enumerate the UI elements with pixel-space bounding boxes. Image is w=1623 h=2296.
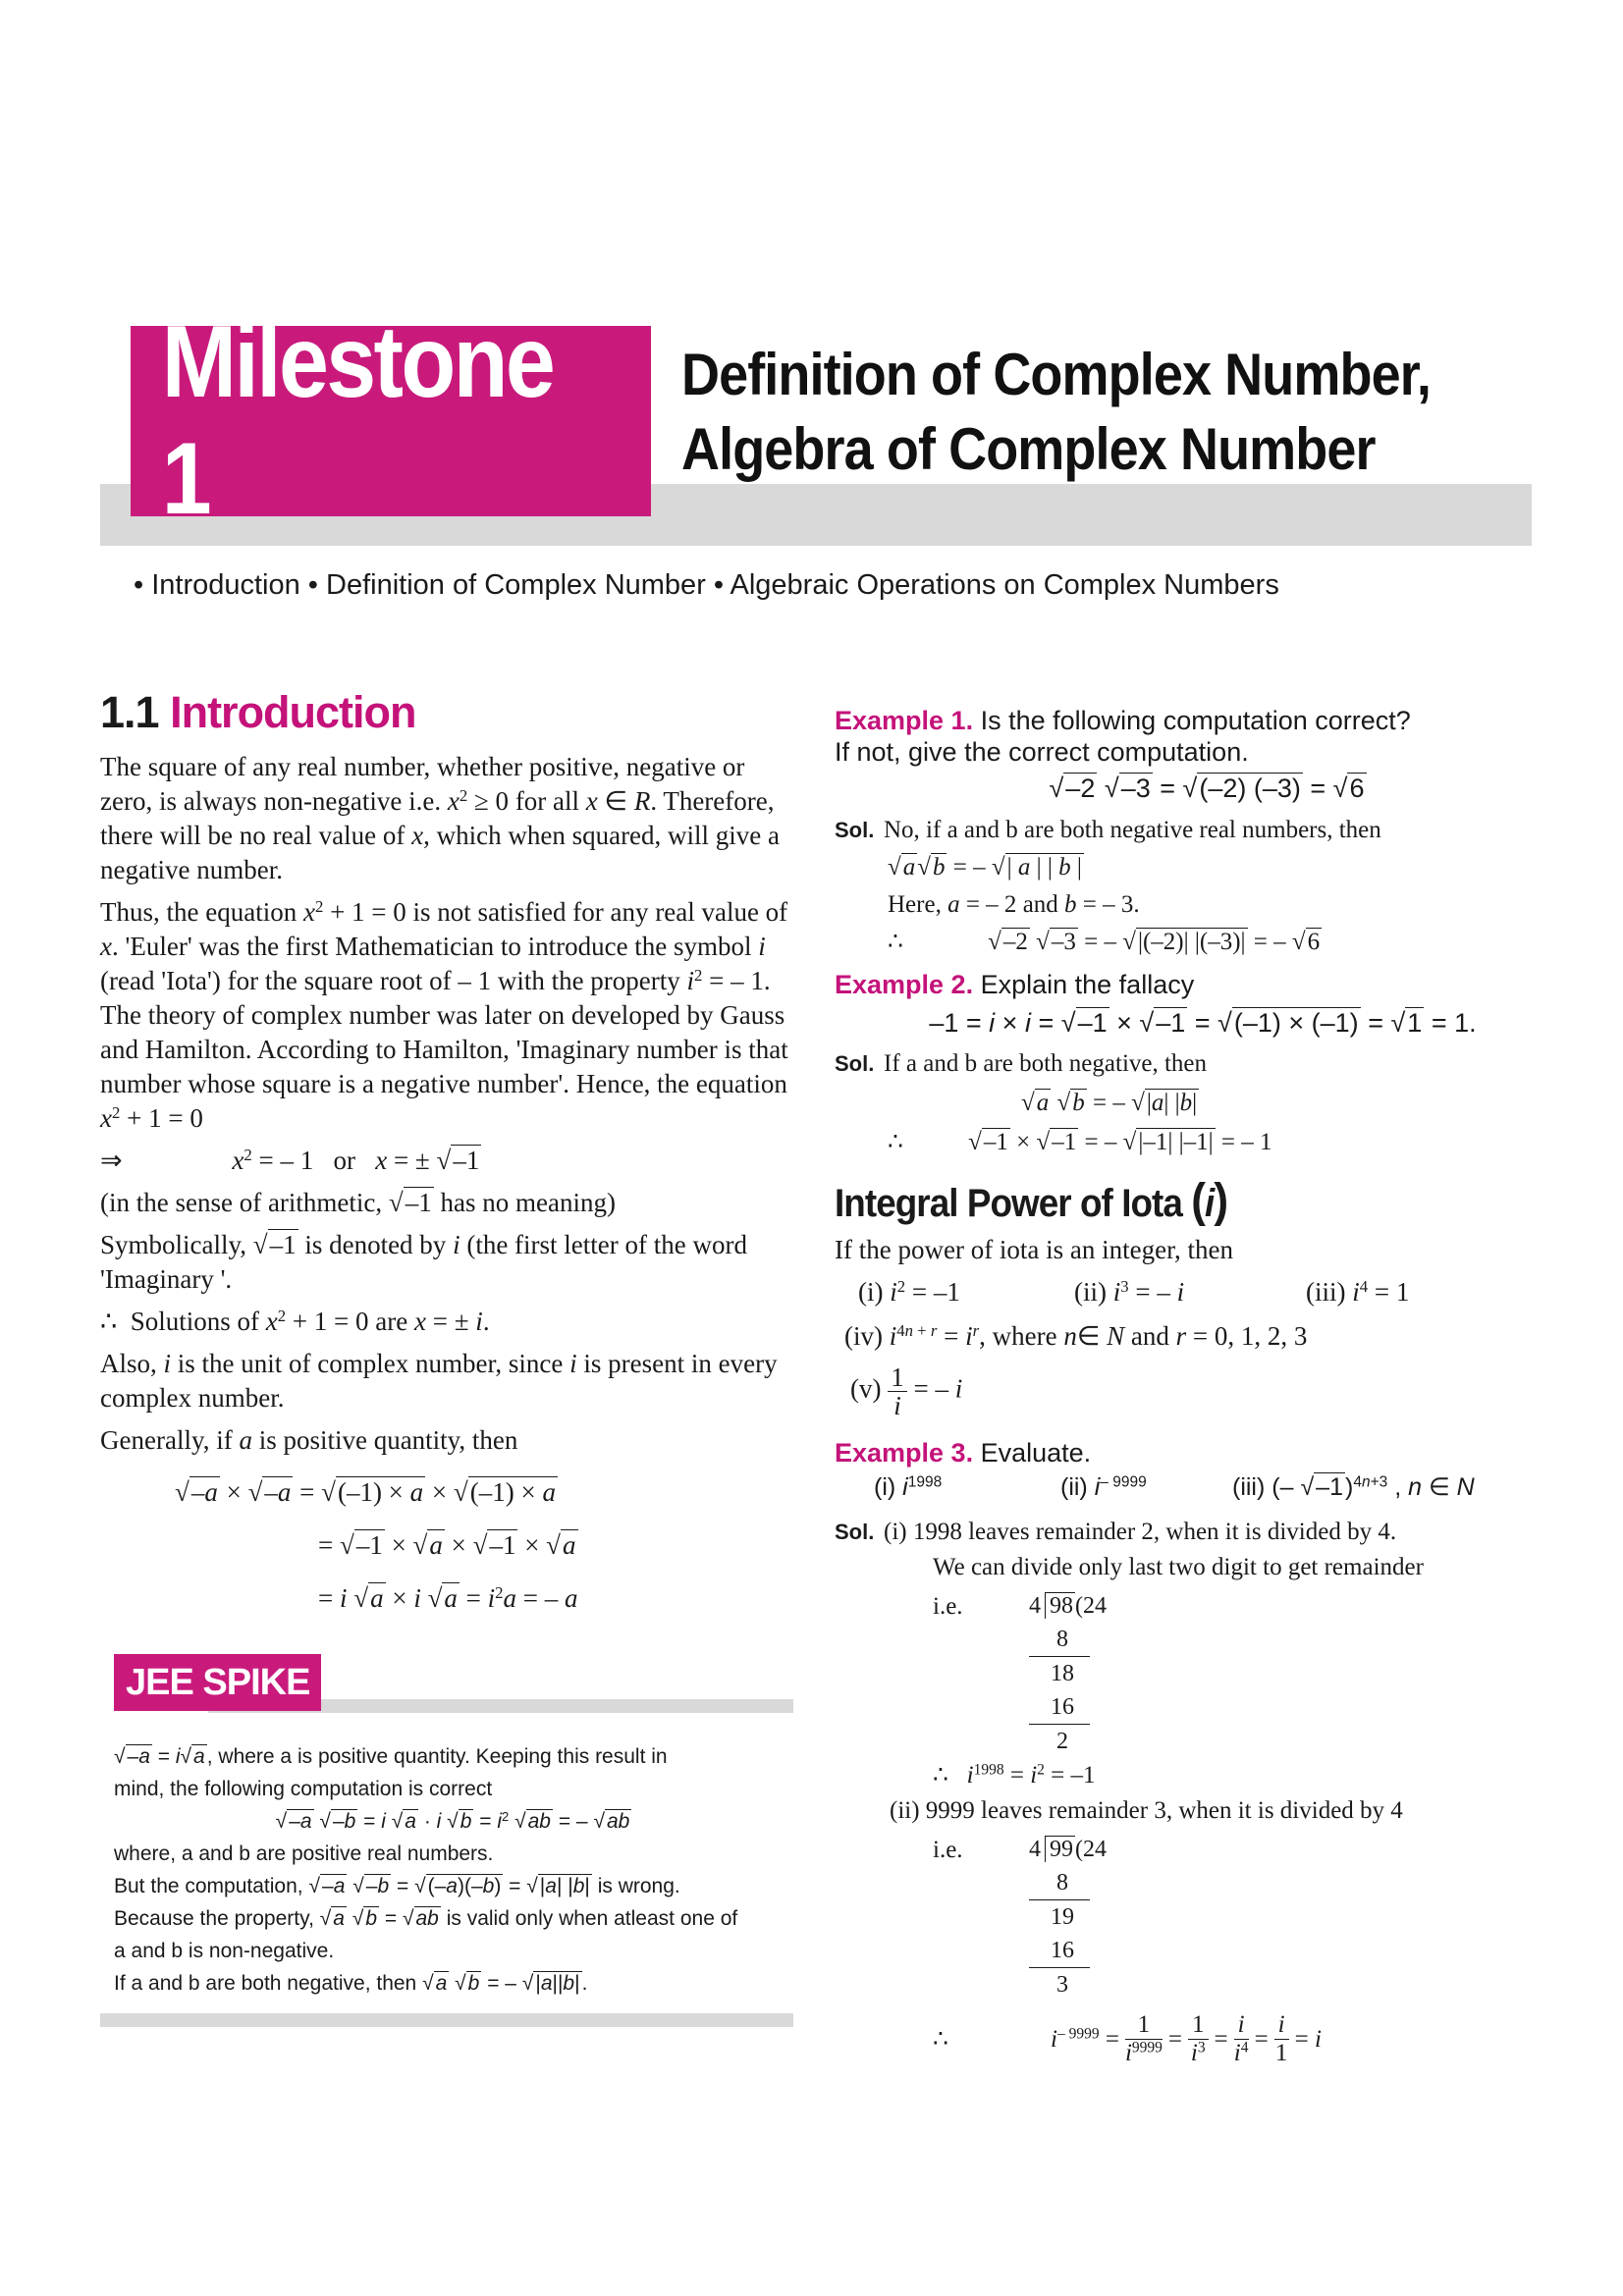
milestone-badge [131,305,651,536]
jee-spike-box [100,1654,793,2027]
right-column [835,685,1542,2067]
spike-title: JEE SPIKE [114,1654,321,1711]
intro-paragraph-2: Thus, the equation $x^2 + 1 = 0$ is not satisfied for any real value of x. 'Euler' was the first Mathematician to introduce the symbol i (read 'Iota') for the square root of – 1 with the property $i^2$ = – 1. The theory of complex number was later on developed by Gauss and Hamilton. According to Hamilton, 'Imaginary number is that number whose square is a negative number'. Hence, the equation $x^2 + 1 = 0$ [100,896,788,1133]
example-2: Example 2. Explain the fallacy –1 = i × i = √–1 × √–1 = √(–1) × (–1) = √1 = 1. Sol. If a and b are both negative, then √a √b = – √|a| |b| ∴ √–1 × √–1 = – √|–1| |–1| = – 1 [835,970,1477,1155]
chapter-title [681,338,1441,487]
intro-paragraph-3: (in the sense of arithmetic, √–1 has no meaning) [100,1188,616,1217]
long-division-9999: 4 99(24 8 19 16 3 [1029,1837,1107,1998]
intro-paragraph-5: ∴ Solutions of $x^2 + 1 = 0$ are x = ± i. [100,1306,490,1336]
chapter-title-line1: Definition of Complex Number, [681,342,1431,407]
intro-paragraph-6: Also, i is the unit of complex number, since i is present in every complex number. [100,1349,778,1413]
long-division-1998: 4 98(24 8 18 16 2 [1029,1593,1107,1754]
intro-paragraph-1: The square of any real number, whether positive, negative or zero, is always non-negative i.e. $x^2 \ge 0$ for all x ∈ R. Therefore, there will be no real value of x, which when squared, will give a negative number. [100,752,781,884]
spike-body: √–a = i√a, where a is positive quantity. Keeping this result in mind, the following computation is correct √–a √–b = i √a · i $√b = i^2$ √ab = – √ab where, a and b are positive real numbers. But the computation, √–a √–b = √(–a)(–b) = √|a| |b| is wrong. Because the property, √a √b = √ab is valid only when atleast one of a and b is non-negative. If a and b are both negative, then √a √b = – √|a||b|. [100,1719,793,2027]
milestone-label: Milestone 1 [161,305,554,536]
topics-list: • Introduction • Definition of Complex Number • Algebraic Operations on Complex Numbers [134,569,1279,601]
integral-power-heading: Integral Power of Iota (i) [835,1175,1228,1227]
integral-power-section: Integral Power of Iota (i) If the power of iota is an integer, then (i) $i^2 = -1$ (ii) $i^3$ = – i (iii) $i^4 = 1$ (iv) $i^{4n + r} = i^r$, where n∈ N and r = 0, 1, 2, 3 (v) $\frac{1}{i}$ = – i [835,1176,1542,1419]
example-1: Example 1. Is the following computation correct? If not, give the correct computation. √–2 √–3 = √(–2) (–3) = √6 Sol. No, if a and b are both negative real numbers, then √a√b = – √| a | | b | Here, a = – 2 and b = – 3. ∴ √–2 √–3 = – √|(–2)| |(–3)| = – √6 [835,706,1411,955]
intro-paragraph-7: Generally, if a is positive quantity, then [100,1425,518,1455]
example-3: Example 3. Evaluate. (i) $i^{1998}$ (ii) $i^{- 9999}$ (iii) (– √–1)$^{4n+3}$ , n ∈ N Sol. (i) 1998 leaves remainder 2, when it is divided by 4. We can divide only last two digit to get remainder i.e. 4 98(24 8 18 16 2 ∴ $i^{1998} = i^2 = -1$ (ii) 9999 leaves remainder 3, when it is divided by 4 i.e. 4 99(24 8 19 16 3 ∴ $i^{- 9999}$ = $\frac{1}{i^{9999}}$ = $\frac{1}{i^3}$ = $\frac{i}{i^4}$ = $\frac{i}{1}$ = i [835,1438,1475,2066]
left-column [100,685,799,2027]
derivation-block: √–a × √–a = √(–1) × a × √(–1) × a = √–1 × √a × √–1 × √a = i √a × i $√a = i^2a$ = – a [175,1477,578,1613]
equation-x-squared: ⇒ $x^2$ = – 1 or x = ± √–1 [100,1145,480,1175]
chapter-title-line2: Algebra of Complex Number [681,416,1376,482]
section-heading-introduction: 1.1 Introduction [100,687,416,737]
intro-paragraph-4: Symbolically, √–1 is denoted by i (the first letter of the word 'Imaginary '. [100,1230,747,1294]
